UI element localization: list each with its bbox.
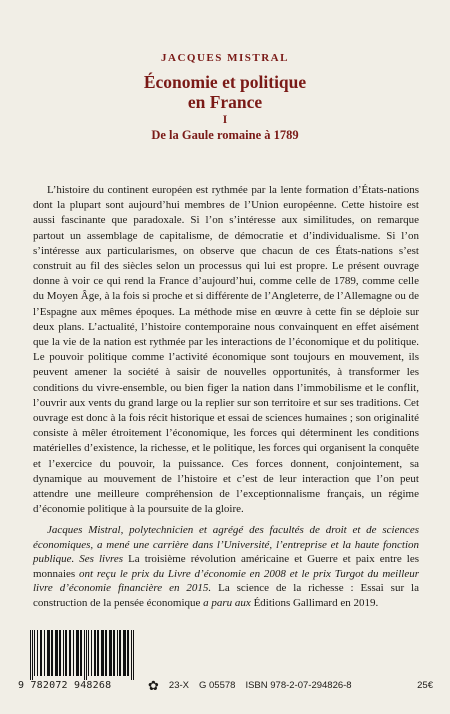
bio-part-2: La troisième révolution américaine et Guerre et paix entre les monnaies	[33, 553, 419, 580]
book-title	[0, 72, 450, 112]
book-subtitle: De la Gaule romaine à 1789	[151, 128, 299, 142]
product-code: 23-X	[168, 680, 189, 691]
barcode-bar	[105, 630, 107, 676]
barcode-bar	[127, 630, 129, 676]
gallimard-logo-icon: ✿	[148, 677, 159, 693]
barcode-bar	[34, 630, 35, 676]
barcode-bar	[133, 630, 134, 680]
footer-info	[148, 677, 433, 693]
barcode-bar	[55, 630, 58, 676]
barcode	[28, 630, 138, 680]
barcode-bar	[73, 630, 74, 676]
barcode-bar	[65, 630, 67, 676]
volume-number: I	[222, 114, 228, 126]
author-bio	[33, 523, 419, 611]
barcode-bar	[63, 630, 64, 676]
barcode-bar	[76, 630, 79, 676]
barcode-bar	[117, 630, 118, 676]
price: 25€	[417, 680, 433, 691]
barcode-bar	[44, 630, 45, 676]
author-name: JACQUES MISTRAL	[161, 52, 289, 64]
barcode-bar	[37, 630, 38, 676]
barcode-bar	[109, 630, 112, 676]
barcode-bar	[47, 630, 50, 676]
barcode-bar	[119, 630, 121, 676]
barcode-bar	[131, 630, 132, 680]
barcode-bar	[40, 630, 42, 676]
barcode-bar	[91, 630, 92, 676]
barcode-bar	[97, 630, 99, 676]
bio-part-1: Jacques Mistral, polytechnicien et agrégé des facultés de droit et de sciences économiques, a mené une carrière dans l’Université, l’entreprise et la haute fonction publique. Ses livres	[33, 524, 419, 566]
title-line-2: en France	[187, 92, 263, 112]
bio-part-5: a paru aux	[203, 596, 251, 609]
bio-part-4: La science de la richesse : Essai sur la construction de la pensée économique	[33, 582, 420, 609]
barcode-bar	[113, 630, 115, 676]
barcode-bar	[30, 630, 31, 680]
barcode-bars	[28, 630, 138, 680]
barcode-bar	[84, 630, 85, 680]
barcode-bar	[69, 630, 71, 676]
bio-part-3: ont reçu le prix du Livre d’économie en 2008 et le prix Turgot du meilleur livre d’économie financière en 2015.	[33, 567, 419, 595]
barcode-bar	[86, 630, 87, 680]
isbn-number: ISBN 978-2-07-294826-8	[245, 680, 352, 691]
catalog-code: G 05578	[198, 680, 236, 691]
barcode-bar	[101, 630, 104, 676]
barcode-bar	[51, 630, 53, 676]
barcode-bar	[88, 630, 89, 676]
barcode-bar	[80, 630, 82, 676]
barcode-bar	[59, 630, 61, 676]
barcode-bar	[123, 630, 126, 676]
bio-part-6: Éditions Gallimard en 2019.	[250, 596, 379, 609]
barcode-digits: 9 782072 948268	[18, 680, 112, 691]
title-line-1: Économie et politique	[143, 72, 307, 92]
summary-paragraph: L’histoire du continent européen est rythmée par la lente formation d’États-nations dont la plupart sont aujourd’hui membres de l’Union européenne. Cette histoire est aussi fascinante que paradoxale. Si l’on s’intéresse aux similitudes, on remarque partout un assemblage de capitalisme, de démocratie et d’individualisme. Si l’on s’intéresse aux particularismes, on observe que chacun de ces États-nations s’est construit au fil des siècles selon un processus qui lui est propre. Le présent ouvrage donne à voir ce qui rend la France d’aujourd’hui, comme celle de 1789, comme celle du Moyen Âge, à la fois si proche et si différente de l’Angleterre, de l’Allemagne ou de l’Espagne aux mêmes époques. La méthode mise en œuvre à cette fin se déploie sur deux plans. L’actualité, l’histoire contemporaine nous convainquent en effet aisément que la vie de la nation est rythmée par les interactions de l’économique et du politique. Le pouvoir politique comme l’activité économique sont toujours en mouvement, ils peuvent amener la société à saisir de nouvelles opportunités, à transformer les conditions du vivre-ensemble, ou bien figer la nation dans l’immobilisme et le conflit, l’ouvrir aux vents du grand large ou la replier sur son territoire et sur ses traditions. Cet ouvrage est donc à la fois récit historique et essai de sciences humaines ; son originalité consiste à mêler étroitement l’économique, les forces qui déterminent les conditions matérielles d’existence, la richesse, et le politique, les forces qui organisent la conquête et l’exercice du pouvoir, la puissance. Ces forces donnent, conjointement, sa dynamique au mouvement de l’histoire et c’est de leur interaction que l’on peut attendre une meilleure compréhension de l’exceptionnalisme français, un régime d’économie politique à la poursuite de la gloire.	[33, 184, 419, 516]
barcode-bar	[32, 630, 33, 680]
barcode-bar	[94, 630, 96, 676]
